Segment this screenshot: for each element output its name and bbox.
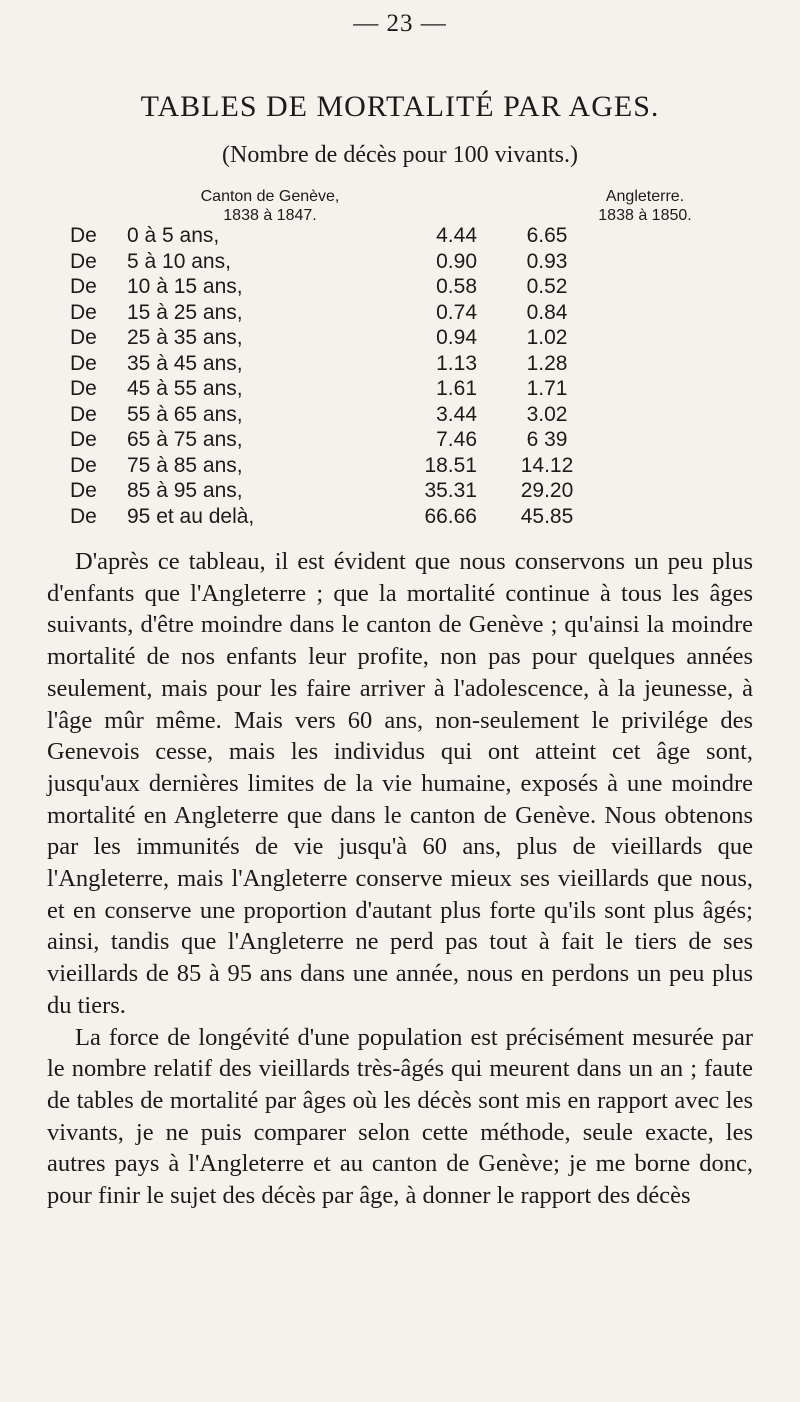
table-row — [70, 300, 617, 326]
paragraph: La force de longévité d'une population est précisément mesurée par le nombre relatif des vieillards très-âgés qui meurent dans un an ; faute de tables de mortalité par âges où les décès sont mis en rapport avec les vivants, je ne puis comparer selon cette méthode, seule exacte, les autres pays à l'Angleterre et au canton de Genève; je me borne donc, pour finir le sujet des décès par âge, à donner le rapport des décès — [47, 1023, 753, 1210]
age-range: 5 à 10 ans, — [127, 249, 231, 273]
england-value: 6 39 — [526, 428, 568, 451]
england-value: 45.85 — [520, 504, 574, 528]
mortality-table-body — [70, 223, 617, 529]
geneva-value: 0.74 — [436, 300, 477, 324]
geneva-value: 0.90 — [436, 249, 477, 273]
row-prefix: De — [70, 351, 97, 375]
column-header-geneva-line1: Canton de Genève, — [200, 188, 340, 205]
row-prefix: De — [70, 377, 97, 400]
table-row — [70, 274, 617, 300]
column-header-geneva — [160, 187, 380, 225]
age-range: 75 à 85 ans, — [127, 453, 243, 477]
table-row — [70, 427, 617, 453]
table-row — [70, 223, 617, 249]
table-row — [70, 402, 617, 428]
age-range: 45 à 55 ans, — [127, 377, 243, 400]
table-row — [70, 376, 617, 402]
age-range: 65 à 75 ans, — [127, 428, 243, 451]
england-value: 1.28 — [526, 351, 568, 375]
england-value: 6.65 — [526, 224, 568, 247]
row-prefix: De — [70, 249, 97, 273]
england-value: 1.71 — [526, 377, 568, 400]
row-prefix: De — [70, 300, 97, 324]
paragraph: D'après ce tableau, il est évident que nous conservons un peu plus d'enfants que l'Angleterre ; que la mortalité continue à tous les âges suivants, d'être moindre dans le canton de Genève ; qu'ainsi la moindre mortalité de nos enfants leur profite, non pas pour quelques années seulement, mais pour les faire arriver à l'adolescence, à la jeunesse, à l'âge mûr même. Mais vers 60 ans, non-seulement le privilége des Genevois cesse, mais les individus qui ont atteint cet âge sont, jusqu'aux dernières limites de la vie humaine, exposés à une moindre mortalité en Angleterre que dans le canton de Genève. Nous obtenons par les immunités de vie jusqu'à 60 ans, plus de vieillards que l'Angleterre, mais l'Angleterre conserve mieux ses vieillards que nous, et en conserve une proportion d'autant plus forte qu'ils sont plus âgés; ainsi, tandis que l'Angleterre ne perd pas tout à fait le tiers de ses vieillards de 85 à 95 ans dans une année, nous en perdons un peu plus du tiers. — [47, 548, 753, 1019]
england-value: 29.20 — [520, 479, 574, 502]
england-value: 0.84 — [526, 300, 568, 324]
table-row — [70, 351, 617, 377]
page-number: — 23 — — [353, 10, 447, 37]
column-header-england-line2: 1838 à 1850. — [598, 207, 692, 224]
row-prefix: De — [70, 326, 97, 349]
row-prefix: De — [70, 402, 97, 426]
england-value: 0.52 — [526, 275, 568, 298]
page-title: TABLES DE MORTALITÉ PAR AGES. — [140, 90, 660, 123]
column-header-england — [565, 187, 725, 225]
geneva-value: 35.31 — [424, 479, 477, 502]
age-range: 55 à 65 ans, — [127, 402, 243, 426]
geneva-value: 66.66 — [424, 504, 477, 528]
geneva-value: 7.46 — [436, 428, 477, 451]
england-value: 3.02 — [526, 402, 568, 426]
table-row — [70, 478, 617, 504]
row-prefix: De — [70, 479, 97, 502]
table-subtitle: (Nombre de décès pour 100 vivants.) — [222, 142, 578, 168]
age-range: 85 à 95 ans, — [127, 479, 243, 502]
age-range: 35 à 45 ans, — [127, 351, 243, 375]
geneva-value: 0.94 — [436, 326, 477, 349]
age-range: 25 à 35 ans, — [127, 326, 243, 349]
table-row — [70, 325, 617, 351]
table-row — [70, 504, 617, 530]
geneva-value: 0.58 — [436, 275, 477, 298]
mortality-table — [70, 223, 617, 529]
row-prefix: De — [70, 428, 97, 451]
england-value: 14.12 — [520, 453, 574, 477]
column-header-england-line1: Angleterre. — [605, 188, 685, 205]
table-row — [70, 453, 617, 479]
body-text — [47, 546, 753, 1212]
age-range: 0 à 5 ans, — [127, 224, 220, 247]
geneva-value: 3.44 — [436, 402, 477, 426]
england-value: 0.93 — [526, 249, 568, 273]
geneva-value: 18.51 — [424, 453, 477, 477]
geneva-value: 1.13 — [436, 351, 477, 375]
geneva-value: 4.44 — [436, 224, 477, 247]
row-prefix: De — [70, 275, 97, 298]
age-range: 95 et au delà, — [127, 504, 255, 528]
row-prefix: De — [70, 504, 97, 528]
row-prefix: De — [70, 224, 97, 247]
age-range: 15 à 25 ans, — [127, 300, 243, 324]
geneva-value: 1.61 — [436, 377, 477, 400]
age-range: 10 à 15 ans, — [127, 275, 243, 298]
table-row — [70, 249, 617, 275]
row-prefix: De — [70, 453, 97, 477]
column-header-geneva-line2: 1838 à 1847. — [223, 207, 317, 224]
england-value: 1.02 — [526, 326, 568, 349]
